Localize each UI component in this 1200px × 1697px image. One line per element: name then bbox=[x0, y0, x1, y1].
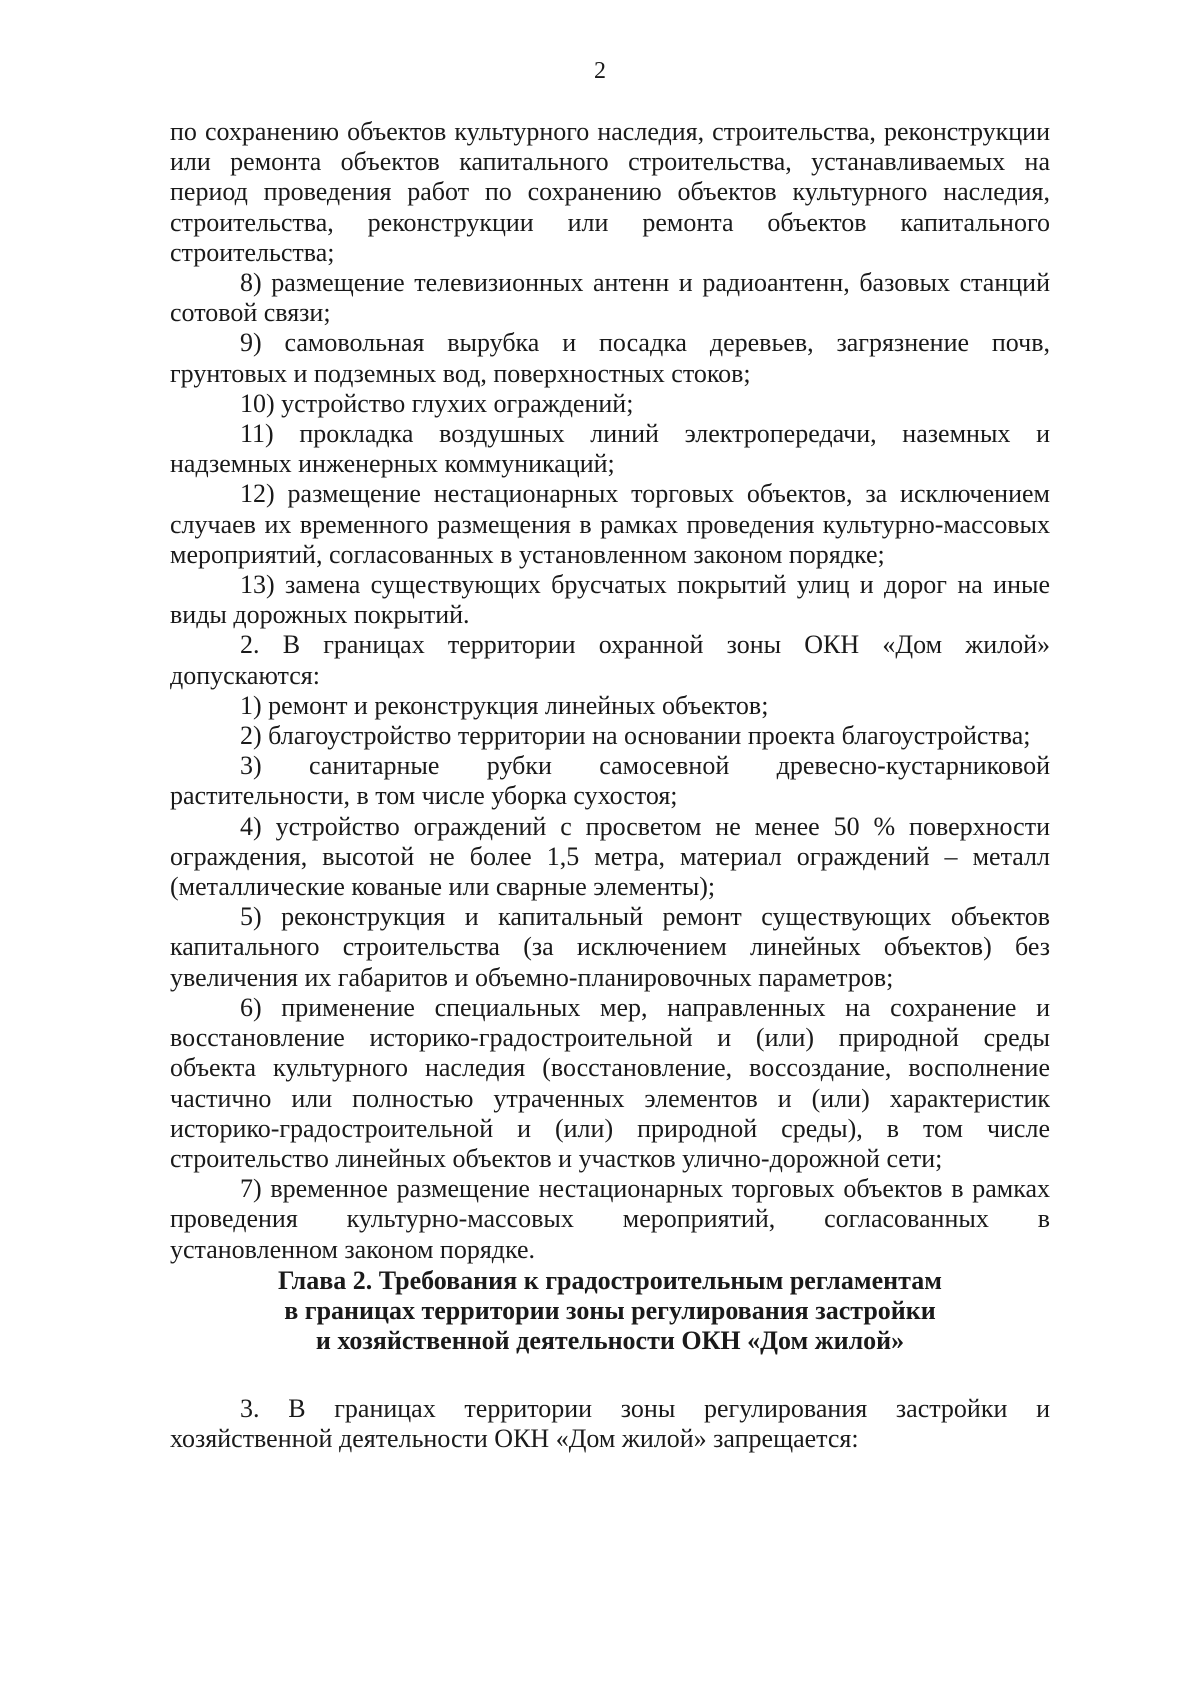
section-3-text: 3. В границах территории зоны регулирования застройки и хозяйственной деятельности ОКН «Дом жилой» запрещается: bbox=[170, 1394, 1050, 1453]
page-number: 2 bbox=[594, 58, 606, 84]
chapter-heading-line-1: Глава 2. Требования к градостроительным регламентам bbox=[278, 1266, 942, 1295]
list-item-10: 10) устройство глухих ограждений; bbox=[240, 388, 634, 418]
allowed-item-4: 4) устройство ограждений с просветом не менее 50 % поверхности ограждения, высотой не более 1,5 метра, материал ограждений – металл (металлические кованые или сварные элементы); bbox=[170, 811, 1050, 902]
allowed-item-1: 1) ремонт и реконструкция линейных объектов; bbox=[240, 690, 769, 720]
list-item-11: 11) прокладка воздушных линий электропередачи, наземных и надземных инженерных коммуникаций; bbox=[170, 419, 1050, 479]
allowed-item-3: 3) санитарные рубки самосевной древесно-кустарниковой растительности, в том числе уборка сухостоя; bbox=[170, 751, 1050, 811]
section-3 bbox=[170, 1394, 1050, 1454]
document-body bbox=[170, 117, 1050, 1265]
allowed-item-7: 7) временное размещение нестационарных торговых объектов в рамках проведения культурно-массовых мероприятий, согласованных в установленном законом порядке. bbox=[170, 1174, 1050, 1264]
list-item-8: 8) размещение телевизионных антенн и радиоантенн, базовых станций сотовой связи; bbox=[170, 268, 1050, 328]
section-2-heading: 2. В границах территории охранной зоны ОКН «Дом жилой» допускаются: bbox=[170, 630, 1050, 690]
allowed-item-2: 2) благоустройство территории на основании проекта благоустройства; bbox=[240, 721, 1031, 751]
list-item-9: 9) самовольная вырубка и посадка деревьев, загрязнение почв, грунтовых и подземных вод, поверхностных стоков; bbox=[170, 328, 1050, 388]
chapter-heading-line-3: и хозяйственной деятельности ОКН «Дом жилой» bbox=[315, 1326, 905, 1355]
allowed-item-5: 5) реконструкция и капитальный ремонт существующих объектов капитального строительства (за исключением линейных объектов) без увеличения их габаритов и объемно-планировочных параметров; bbox=[170, 902, 1050, 992]
chapter-heading bbox=[170, 1266, 1050, 1356]
paragraph-continuation: по сохранению объектов культурного наследия, строительства, реконструкции или ремонта объектов капитального строительства, устанавливаемых на период проведения работ по сохранению объектов культурного наследия, строительства, реконструкции или ремонта объектов капитального строительства; bbox=[170, 117, 1050, 267]
list-item-13: 13) замена существующих брусчатых покрытий улиц и дорог на иные виды дорожных покрытий. bbox=[170, 570, 1050, 630]
list-item-12: 12) размещение нестационарных торговых объектов, за исключением случаев их временного размещения в рамках проведения культурно-массовых мероприятий, согласованных в установленном законом порядке; bbox=[170, 479, 1050, 569]
chapter-heading-line-2: в границах территории зоны регулирования застройки bbox=[284, 1296, 936, 1325]
allowed-item-6: 6) применение специальных мер, направленных на сохранение и восстановление историко-градостроительной и (или) природной среды объекта культурного наследия (восстановление, воссоздание, восполнение частично или полностью утраченных элементов и (или) характеристик историко-градостроительной и (или) природной среды), в том числе строительство линейных объектов и участков улично-дорожной сети; bbox=[170, 992, 1050, 1173]
